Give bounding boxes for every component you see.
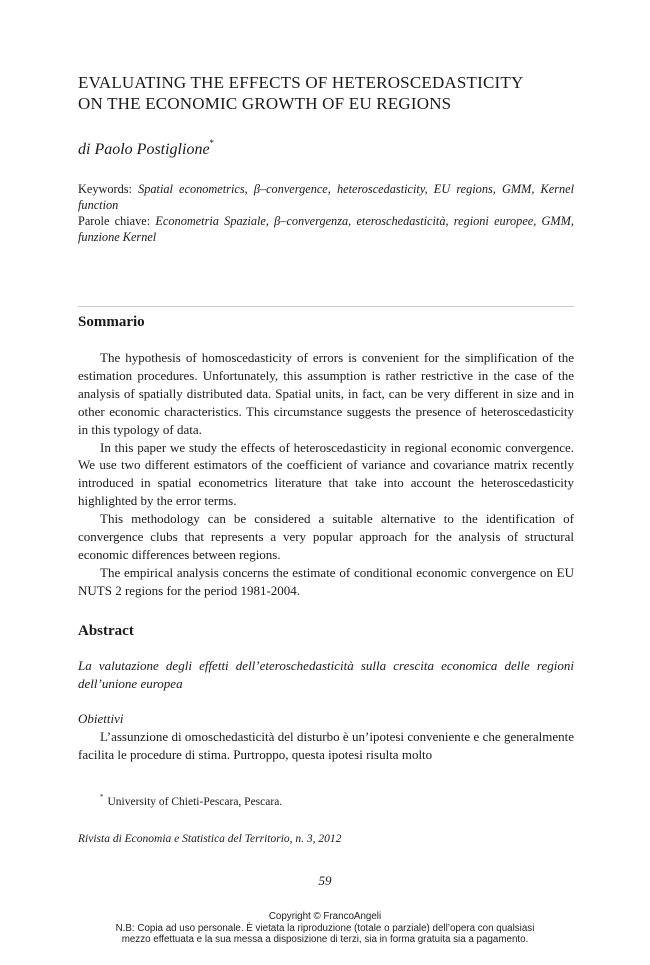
sommario-body <box>78 349 574 600</box>
page-number: 59 <box>318 873 332 888</box>
sommario-paragraph: The empirical analysis concerns the estimate of conditional economic convergence on EU NUTS 2 regions for the period 1981-2004. <box>78 564 574 598</box>
obiettivi-paragraph: L’assunzione di omoschedasticità del disturbo è un’ipotesi conveniente e che generalmente facilita le procedure di stima. Purtroppo, questa ipotesi risulta molto <box>78 729 574 762</box>
paper-title <box>78 72 578 114</box>
author-footnote-mark: * <box>209 138 215 148</box>
author-line <box>78 138 214 159</box>
copyright-line-3: mezzo effettuata e la sua messa a disposizione di terzi, sia in forma gratuita sia a pagamento. <box>121 934 529 945</box>
abstract-heading: Abstract <box>78 623 134 639</box>
author-name: di Paolo Postiglione <box>78 141 210 158</box>
parole-chiave-block <box>78 213 574 245</box>
parole-chiave-terms: Econometria Spaziale, β–convergenza, eteroschedasticità, regioni europee, GMM, funzione Kernel <box>78 214 574 244</box>
copyright-line-2: N.B: Copia ad uso personale. È vietata la riproduzione (totale o parziale) dell’opera con qualsiasi <box>115 922 535 934</box>
copyright-notice <box>0 911 650 946</box>
footnote-text: University of Chieti-Pescara, Pescara. <box>107 796 283 808</box>
obiettivi-text <box>78 728 574 764</box>
section-divider <box>78 306 574 307</box>
obiettivi-label: Obiettivi <box>78 711 124 726</box>
sommario-paragraph: In this paper we study the effects of heteroscedasticity in regional economic convergence. We use two different estimators of the coefficient of variance and covariance matrix recently introduced in spatial econometrics literature that take into account the heteroscedasticity highlighted by the error terms. <box>78 439 574 509</box>
keywords-terms: Spatial econometrics, β–convergence, heteroscedasticity, EU regions, GMM, Kernel function <box>78 182 574 212</box>
footnote <box>100 793 282 808</box>
sommario-paragraph: The hypothesis of homoscedasticity of errors is convenient for the simplification of the estimation procedures. Unfortunately, this assumption is rather restrictive in the case of the analysis of spatially distributed data. Spatial units, in fact, can be very different in size and in other economic characteristics. This circumstance suggests the presence of heteroscedasticity in this typology of data. <box>78 350 574 437</box>
keywords-label: Keywords: <box>78 182 132 196</box>
copyright-line-1: Copyright © FrancoAngeli <box>268 911 382 922</box>
title-line-2: ON THE ECONOMIC GROWTH OF EU REGIONS <box>78 94 452 113</box>
sommario-paragraph: This methodology can be considered a suitable alternative to the identification of convergence clubs that represents a very popular approach for the analysis of structural economic differences between regions. <box>78 511 574 562</box>
journal-citation: Rivista di Economia e Statistica del Territorio, n. 3, 2012 <box>78 833 342 845</box>
abstract-title: La valutazione degli effetti dell’eteroschedasticità sulla crescita economica delle regioni dell’unione europea <box>78 658 574 691</box>
keywords-block <box>78 181 574 213</box>
footnote-mark: * <box>100 793 104 801</box>
parole-chiave-label: Parole chiave: <box>78 214 151 228</box>
sommario-heading: Sommario <box>78 314 145 330</box>
title-line-1: EVALUATING THE EFFECTS OF HETEROSCEDASTICITY <box>78 73 524 92</box>
